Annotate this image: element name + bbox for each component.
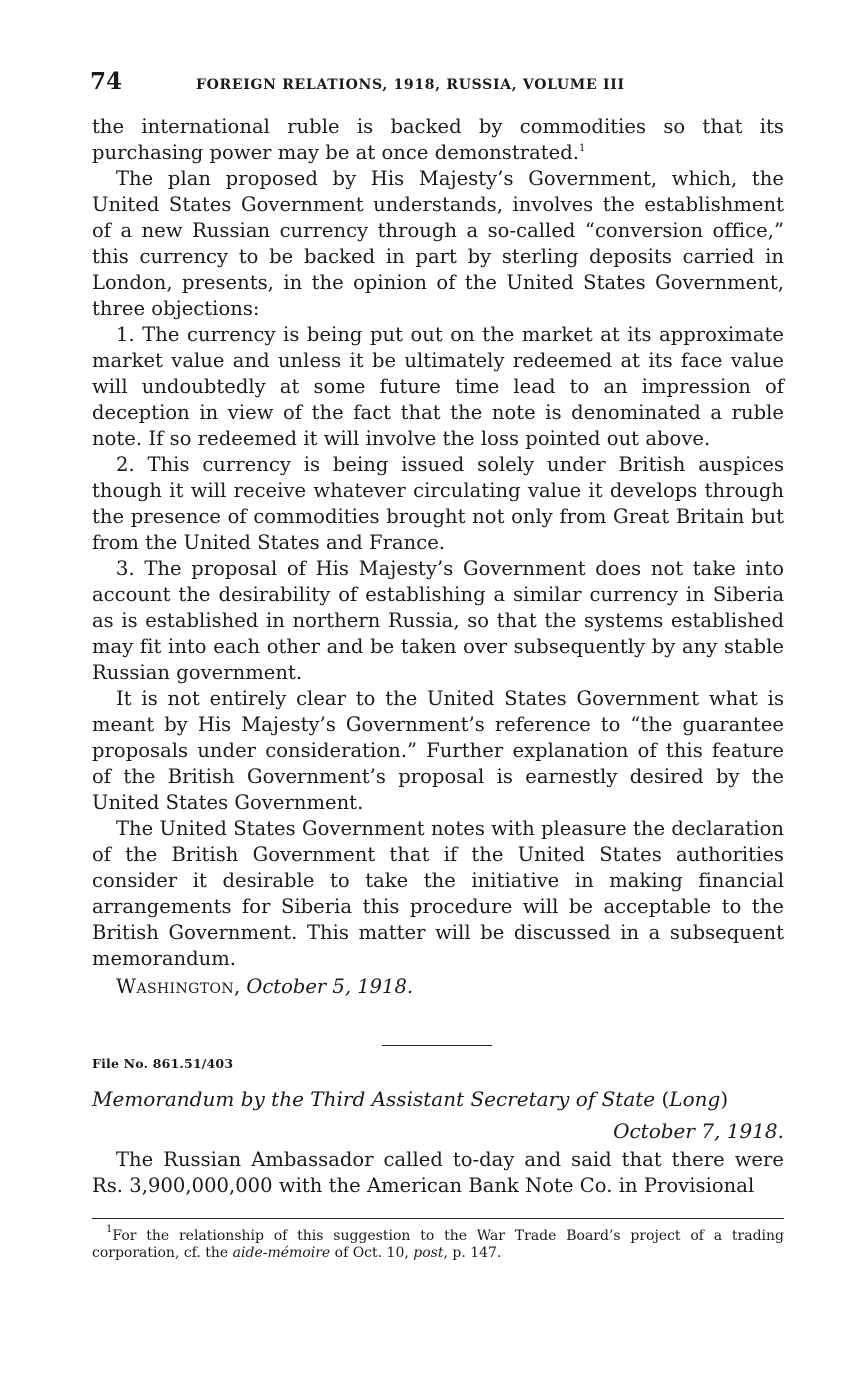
running-header: [92, 68, 784, 102]
paragraph-1-text: the international ruble is backed by commodities so that its purchasing power may be at once demonstrated.: [92, 115, 784, 164]
objection-1: 1. The currency is being put out on the market at its approximate market value and unless it be ultimately redeemed at its face value will undoubtedly at some future time lead to an impression of deception in view of the fact that the note is denominated a ruble note. If so redeemed it will involve the loss pointed out above.: [92, 323, 784, 450]
document-page: [90, 68, 784, 1261]
footnote-text-2: of Oct. 10,: [330, 1245, 414, 1261]
footnote-italic-1: aide-mémoire: [232, 1245, 331, 1261]
footnote-rule: [92, 1218, 784, 1219]
dateline: Washington, October 5, 1918.: [116, 975, 414, 998]
memo-paragraph: The Russian Ambassador called to-day and said that there were Rs. 3,900,000,000 with the American Bank Note Co. in Provisional: [92, 1148, 784, 1197]
memo-title-author: Long: [669, 1087, 721, 1111]
section-divider: [382, 1045, 492, 1046]
memo-title-text: Memorandum by the Third Assistant Secretary of State: [92, 1087, 662, 1111]
paragraph-1: [92, 114, 784, 166]
objection-2: 2. This currency is being issued solely under British auspices though it will receive whatever circulating value it develops through the presence of commodities brought not only from Great Britain but from the United States and France.: [92, 453, 784, 554]
paragraph-siberia: The United States Government notes with pleasure the declaration of the British Government that if the United States authorities consider it desirable to take the initiative in making financial arrangements for Siberia this procedure will be acceptable to the British Government. This matter will be discussed in a subsequent memorandum.: [92, 817, 784, 970]
memo-date: October 7, 1918.: [613, 1119, 784, 1143]
file-number: File No. 861.51/403: [92, 1056, 234, 1071]
footnote-text-1: For the relationship of this suggestion to the War Trade Board’s project of a trading corporation, cf. the: [92, 1228, 784, 1261]
page-number: 74: [90, 68, 123, 95]
running-header-title: FOREIGN RELATIONS, 1918, RUSSIA, VOLUME III: [196, 77, 625, 93]
footnote-text-3: , p. 147.: [443, 1245, 502, 1261]
objection-3: 3. The proposal of His Majesty’s Government does not take into account the desirability of establishing a similar currency in Siberia as is established in northern Russia, so that the systems established may fit into each other and be taken over subsequently by any stable Russian government.: [92, 557, 784, 684]
dateline-date: October 5, 1918.: [246, 975, 414, 998]
footnote-mark: 1: [106, 1224, 113, 1235]
paragraph-2: The plan proposed by His Majesty’s Government, which, the United States Government understands, involves the establishment of a new Russian currency through a so-called “conversion office,” this currency to be backed in part by sterling deposits carried in London, presents, in the opinion of the United States Government, three objections:: [92, 167, 784, 320]
footnote-reference: 1: [579, 143, 586, 154]
memo-title: Memorandum by the Third Assistant Secretary of State (Long): [92, 1087, 729, 1111]
dateline-place: Washington: [116, 975, 234, 998]
footnote: [92, 1224, 784, 1262]
footnote-italic-2: post: [413, 1245, 444, 1261]
paragraph-guarantee: It is not entirely clear to the United States Government what is meant by His Majesty’s Government’s reference to “the guarantee proposals under consideration.” Further explanation of this feature of the British Government’s proposal is earnestly desired by the United States Government.: [92, 687, 784, 814]
